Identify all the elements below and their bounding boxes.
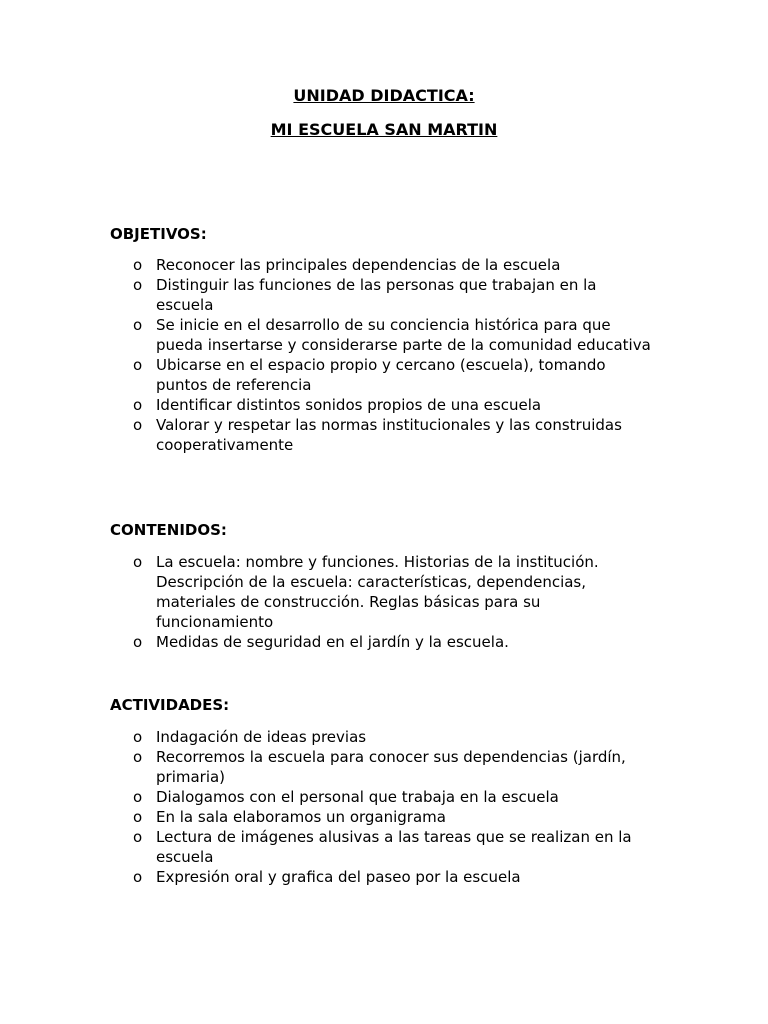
contenidos-heading: CONTENIDOS: (110, 521, 227, 539)
list-item: o Dialogamos con el personal que trabaja en la escuela (110, 787, 655, 807)
objetivos-list (110, 255, 655, 455)
list-item: o Reconocer las principales dependencias de la escuela (110, 255, 655, 275)
list-item: o Medidas de seguridad en el jardín y la escuela. (110, 632, 655, 652)
contenidos-list (110, 552, 655, 652)
list-item: o Recorremos la escuela para conocer sus dependencias (jardín, primaria) (110, 747, 655, 787)
list-item: o Ubicarse en el espacio propio y cercano (escuela), tomando puntos de referencia (110, 355, 655, 395)
actividades-heading: ACTIVIDADES: (110, 696, 230, 714)
document-subtitle: MI ESCUELA SAN MARTIN (270, 120, 498, 139)
list-item: o Lectura de imágenes alusivas a las tareas que se realizan en la escuela (110, 827, 655, 867)
list-item: o La escuela: nombre y funciones. Historias de la institución. Descripción de la escuela: características, dependencias, materiales de construcción. Reglas básicas para su funcionamiento (110, 552, 655, 632)
list-item: o En la sala elaboramos un organigrama (110, 807, 655, 827)
list-item: o Indagación de ideas previas (110, 727, 655, 747)
list-item: o Expresión oral y grafica del paseo por la escuela (110, 867, 655, 887)
list-item: o Valorar y respetar las normas institucionales y las construidas cooperativamente (110, 415, 655, 455)
list-item: o Identificar distintos sonidos propios de una escuela (110, 395, 655, 415)
document-title: UNIDAD DIDACTICA: (293, 86, 475, 105)
list-item: o Se inicie en el desarrollo de su conciencia histórica para que pueda insertarse y considerarse parte de la comunidad educativa (110, 315, 655, 355)
objetivos-heading: OBJETIVOS: (110, 225, 207, 243)
list-item: o Distinguir las funciones de las personas que trabajan en la escuela (110, 275, 655, 315)
actividades-list (110, 727, 655, 887)
